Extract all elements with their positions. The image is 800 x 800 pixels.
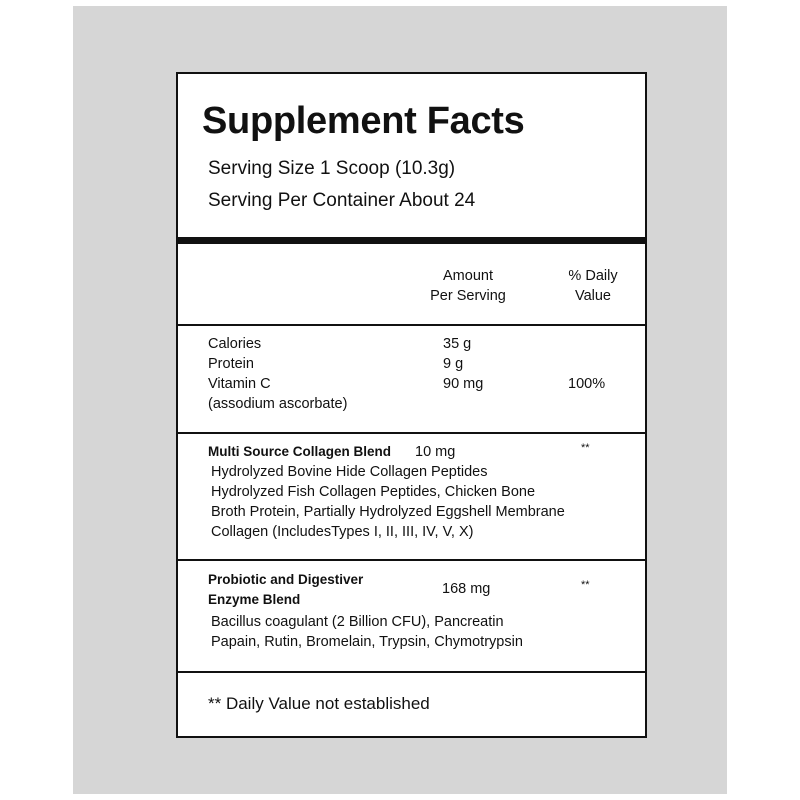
amount-header-line2: Per Serving	[430, 288, 506, 304]
collagen-blend-name: Multi Source Collagen Blend	[208, 444, 392, 459]
probiotic-ingredient-line: Bacillus coagulant (2 Billion CFU), Pancreatin	[211, 614, 504, 630]
collagen-ingredient-line: Hydrolyzed Fish Collagen Peptides, Chicken Bone	[211, 484, 536, 500]
collagen-ingredient-line: Collagen (IncludesTypes I, II, III, IV, V, X)	[211, 524, 474, 540]
collagen-ingredient-line: Hydrolyzed Bovine Hide Collagen Peptides	[211, 464, 488, 480]
nutrient-dv-vitamin-c: 100%	[568, 376, 606, 392]
thick-divider	[178, 237, 645, 244]
nutrient-name-calories: Calories	[208, 336, 262, 352]
nutrient-amount-calories: 35 g	[443, 336, 472, 352]
divider	[178, 432, 645, 434]
serving-size: Serving Size 1 Scoop (10.3g)	[208, 158, 456, 179]
amount-header-line1: Amount	[443, 268, 493, 284]
label-title: Supplement Facts	[202, 100, 525, 142]
nutrient-name-vitamin-c: Vitamin C	[208, 376, 271, 392]
daily-value-footnote: ** Daily Value not established	[208, 694, 430, 713]
probiotic-blend-name-line2: Enzyme Blend	[208, 592, 301, 607]
probiotic-blend-amount: 168 mg	[442, 581, 491, 597]
collagen-blend-amount: 10 mg	[415, 444, 456, 460]
nutrient-name-vitamin-c-source: (assodium ascorbate)	[208, 396, 348, 412]
dv-header-line2: Value	[574, 288, 611, 304]
collagen-ingredient-line: Broth Protein, Partially Hydrolyzed Eggshell Membrane	[211, 504, 565, 520]
nutrient-amount-vitamin-c: 90 mg	[443, 376, 484, 392]
dv-header-line1: % Daily	[568, 268, 618, 284]
probiotic-ingredient-line: Papain, Rutin, Bromelain, Trypsin, Chymotrypsin	[211, 634, 523, 650]
nutrient-amount-protein: 9 g	[443, 356, 464, 372]
nutrient-name-protein: Protein	[208, 356, 254, 372]
divider	[178, 671, 645, 673]
probiotic-blend-name-line1: Probiotic and Digestiver	[208, 572, 364, 587]
divider	[178, 559, 645, 561]
probiotic-blend-dv: **	[581, 579, 590, 591]
supplement-facts-label	[176, 72, 647, 738]
servings-per-container: Serving Per Container About 24	[208, 190, 476, 211]
collagen-blend-dv: **	[581, 442, 590, 454]
divider	[178, 324, 645, 326]
